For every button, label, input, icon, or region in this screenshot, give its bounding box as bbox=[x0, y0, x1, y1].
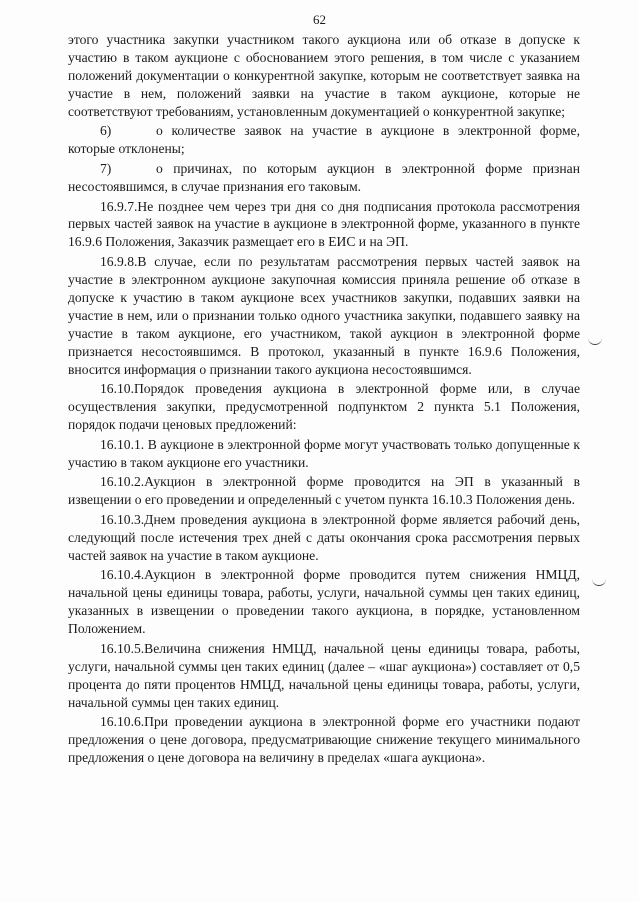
margin-tick-mark bbox=[588, 338, 602, 345]
list-item-7 bbox=[68, 160, 580, 196]
list-item-text: о количестве заявок на участие в аукционе в электронной форме, которые отклонены; bbox=[68, 123, 580, 157]
paragraph-16-10: 16.10.Порядок проведения аукциона в электронной форме или, в случае осуществления закупки, предусмотренной подпунктом 2 пункта 5.1 Положения, порядок подачи ценовых предложений: bbox=[68, 381, 580, 433]
list-item-text: о причинах, по которым аукцион в электронной форме признан несостоявшимся, в случае признания его таковым. bbox=[68, 160, 580, 194]
list-item-6 bbox=[68, 122, 580, 158]
list-number: 7) bbox=[100, 160, 112, 176]
paragraph-continuation: этого участника закупки участником такого аукциона или об отказе в допуске к участию в таком аукционе с обоснованием этого решения, в том числе с указанием положений документации о конкурентной закупке, которым не соответствует заявка на участие в нем, положений заявки на участие в таком аукционе, которые не соответствуют требованиям, установленным документацией о конкурентной закупке; bbox=[68, 32, 580, 119]
paragraph-16-10-6: 16.10.6.При проведении аукциона в электронной форме его участники подают предложения о цене договора, предусматривающие снижение текущего минимального предложения о цене договора на величину в пределах «шага аукциона». bbox=[68, 714, 580, 766]
paragraph-16-10-2: 16.10.2.Аукцион в электронной форме проводится на ЭП в указанный в извещении о его проведении и определенный с учетом пункта 16.10.3 Положения день. bbox=[68, 474, 580, 508]
margin-tick-mark bbox=[592, 579, 606, 586]
paragraph-16-10-1: 16.10.1. В аукционе в электронной форме могут участвовать только допущенные к участию в таком аукционе его участники. bbox=[68, 436, 580, 470]
list-number: 6) bbox=[100, 123, 112, 139]
paragraph-16-9-8: 16.9.8.В случае, если по результатам рассмотрения первых частей заявок на участие в электронном аукционе закупочная комиссия приняла решение об отказе в допуске к участию в таком аукционе всех участников закупки, подавших заявки на участие в нем, или о признании только одного участника закупки, подавшего заявку на участие в таком аукционе, его участником, такой аукцион в электронной форме признается несостоявшимся. В протокол, указанный в пункте 16.9.6 Положения, вносится информация о признании такого аукциона несостоявшимся. bbox=[68, 254, 580, 377]
paragraph-16-10-5: 16.10.5.Величина снижения НМЦД, начальной цены единицы товара, работы, услуги, начальной суммы цен таких единиц (далее – «шаг аукциона») составляет от 0,5 процента до пяти процентов НМЦД, начальной цены единицы товара, работы, услуги, начальной суммы цен таких единиц. bbox=[68, 640, 580, 710]
page-number: 62 bbox=[313, 12, 326, 27]
paragraph-16-10-4: 16.10.4.Аукцион в электронной форме проводится путем снижения НМЦД, начальной цены единицы товара, работы, услуги, начальной суммы цен таких единиц, указанных в извещении о проведении такого аукциона, в порядке, установленном Положением. bbox=[68, 567, 580, 637]
paragraph-16-9-7: 16.9.7.Не позднее чем через три дня со дня подписания протокола рассмотрения первых частей заявок на участие в аукционе в электронной форме, указанного в пункте 16.9.6 Положения, Заказчик размещает его в ЕИС и на ЭП. bbox=[68, 198, 580, 250]
document-body bbox=[68, 31, 580, 769]
paragraph-16-10-3: 16.10.3.Днем проведения аукциона в электронной форме является рабочий день, следующий после истечения трех дней с даты окончания срока рассмотрения первых частей заявок на участие в таком аукционе. bbox=[68, 511, 580, 563]
